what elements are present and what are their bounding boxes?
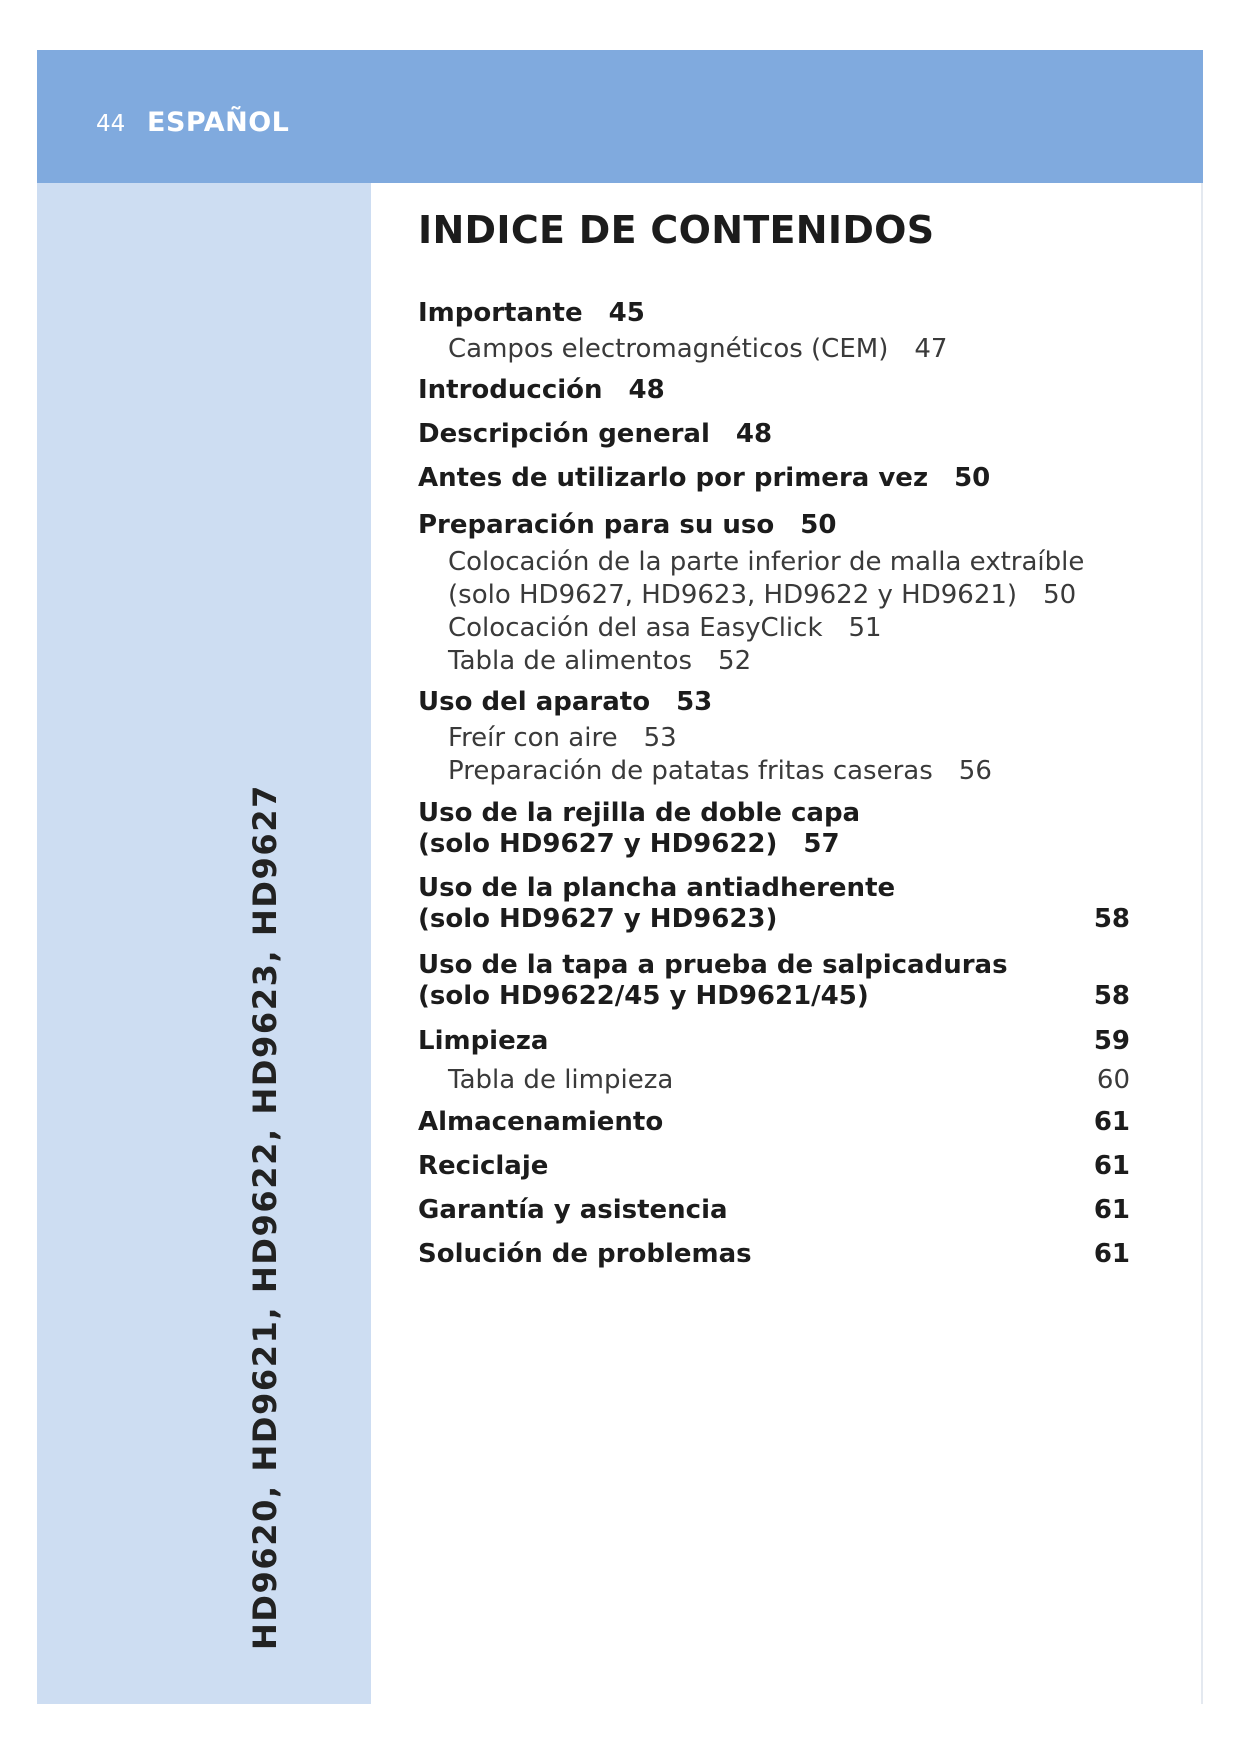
toc-subentry [448,333,1130,366]
toc-entry-text [418,1026,1130,1057]
toc-entry [418,298,1130,329]
right-border [1201,183,1203,1704]
toc-entry-label: Colocación del asa EasyClick [448,613,823,643]
toc-page-number: 61 [1093,1239,1130,1269]
toc-page-number: 52 [718,646,752,676]
toc-entry-text [418,298,1130,329]
toc-entry-label: (solo HD9622/45 y HD9621/45) [418,981,869,1011]
toc-entry-text [448,645,1130,678]
toc-page-number: 61 [1093,1195,1130,1225]
toc-entry [418,375,1130,406]
toc-entry-text [448,546,1130,579]
toc-entry-text [448,333,1130,366]
toc-entry-text [418,950,1130,981]
toc-entry-label: Introducción [418,375,603,405]
toc-subentry [448,645,1130,678]
toc-page-number: 58 [1093,904,1130,934]
toc-entry-label: (solo HD9627 y HD9623) [418,904,778,934]
toc-entry [418,873,1130,935]
toc-entry [418,1026,1130,1057]
toc-entry [418,687,1130,718]
page-number: 44 [96,111,126,137]
toc-subentry [448,546,1130,612]
toc-page-number: 50 [954,463,991,493]
toc-entry-text [448,755,1130,788]
toc-entry [418,1151,1130,1182]
toc-entry-text [418,981,1130,1012]
toc-entry-text [418,798,1130,829]
table-of-contents [418,0,1130,1754]
toc-entry-label: Importante [418,298,583,328]
toc-entry-label: Tabla de alimentos [448,646,693,676]
toc-entry-text [448,722,1130,755]
toc-page-number: 58 [1093,981,1130,1011]
toc-subentry [448,722,1130,755]
toc-entry-label: Uso de la plancha antiadherente [418,873,896,903]
toc-subentry [448,1064,1130,1097]
toc-entry-text [418,687,1130,718]
toc-entry-label: Preparación para su uso [418,510,775,540]
toc-page-number: 48 [628,375,665,405]
toc-entry-label: Uso de la rejilla de doble capa [418,798,861,828]
toc-entry [418,510,1130,541]
toc-entry-label: Freír con aire [448,723,618,753]
sidebar [37,183,371,1704]
language-label: ESPAÑOL [147,107,290,138]
toc-subentry [448,612,1130,645]
toc-entry-label: Descripción general [418,419,710,449]
toc-page-number: 53 [643,723,677,753]
toc-entry-label: Preparación de patatas fritas caseras [448,756,933,786]
toc-page-number: 50 [800,510,837,540]
toc-entry-label: Uso del aparato [418,687,651,717]
toc-entry-text [418,873,1130,904]
toc-title: INDICE DE CONTENIDOS [418,208,935,252]
toc-entry-text [448,579,1130,612]
toc-page-number: 48 [735,419,773,449]
toc-entry-text [418,463,1130,494]
toc-page-number: 57 [803,829,840,859]
toc-entry-text [448,612,1130,645]
toc-page-number: 47 [914,334,948,364]
toc-entry-text [418,1239,1130,1270]
toc-entry-text [418,510,1130,541]
toc-entry-label: Almacenamiento [418,1107,664,1137]
toc-entry-label: Reciclaje [418,1151,549,1181]
toc-subentry [448,755,1130,788]
toc-entry-text [418,1195,1130,1226]
toc-entry-text [418,419,1130,450]
toc-entry-label: Garantía y asistencia [418,1195,728,1225]
toc-page-number: 51 [848,613,882,643]
toc-entry [418,1107,1130,1138]
toc-entry-text [418,1107,1130,1138]
toc-page-number: 45 [608,298,645,328]
toc-page-number: 50 [1043,580,1077,610]
toc-entry-label: (solo HD9627 y HD9622) [418,829,778,859]
toc-page-number: 61 [1093,1107,1130,1137]
toc-page-number: 60 [1096,1065,1130,1095]
model-numbers: HD9620, HD9621, HD9622, HD9623, HD9627 [246,783,284,1650]
toc-entry-text [418,829,1130,860]
toc-entry-label: Campos electromagnéticos (CEM) [448,334,889,364]
toc-entry-text [418,904,1130,935]
toc-entry-text [418,375,1130,406]
toc-entry-text [448,1064,1130,1097]
toc-entry-label: Antes de utilizarlo por primera vez [418,463,929,493]
toc-entry-label: Tabla de limpieza [448,1065,674,1095]
toc-entry [418,419,1130,450]
toc-entry [418,798,1130,860]
toc-entry-label: Colocación de la parte inferior de malla extraíble [448,547,1085,577]
toc-page-number: 61 [1093,1151,1130,1181]
toc-entry-label: Solución de problemas [418,1239,752,1269]
toc-entry-label: (solo HD9627, HD9623, HD9622 y HD9621) [448,580,1018,610]
toc-entry [418,950,1130,1012]
toc-entry [418,1195,1130,1226]
toc-page-number: 59 [1093,1026,1130,1056]
toc-page-number: 53 [676,687,713,717]
toc-entry-label: Limpieza [418,1026,549,1056]
toc-entry-text [418,1151,1130,1182]
toc-page-number: 56 [958,756,992,786]
toc-entry [418,1239,1130,1270]
toc-entry-label: Uso de la tapa a prueba de salpicaduras [418,950,1008,980]
toc-entry [418,463,1130,494]
